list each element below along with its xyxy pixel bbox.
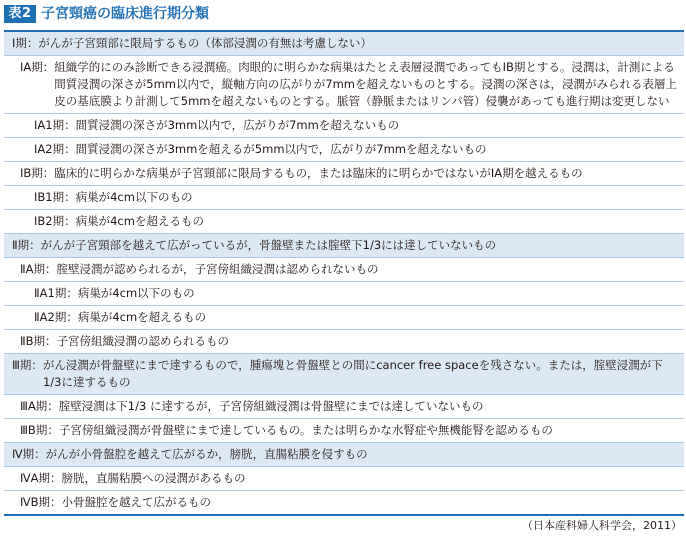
stage-description: 病巣が4cm以下のもの [77, 286, 195, 300]
stage-row-content [20, 165, 680, 182]
stage-row-content [34, 189, 680, 206]
stage-row-content [20, 59, 680, 110]
stage-row-content [34, 285, 680, 302]
stage-description: がんが子宮頸部に限局するもの（体部浸潤の有無は考慮しない） [38, 36, 372, 50]
stage-description: 間質浸潤の深さが3mmを超えるが5mm以内で，広がりが7mmを超えないもの [75, 142, 487, 156]
stage-row-ia [4, 56, 684, 114]
stage-row-content [20, 333, 680, 350]
stage-label: ⅠA2期： [34, 142, 76, 156]
stage-row-content [20, 494, 680, 511]
stage-label: Ⅰ期： [12, 36, 39, 50]
stage-row-ii [4, 234, 684, 258]
stage-description: 間質浸潤の深さが3mm以内で，広がりが7mmを超えないもの [75, 118, 400, 132]
stage-row-iia2 [4, 306, 684, 330]
stage-label: ⅡA2期： [34, 310, 78, 324]
stage-description: 病巣が4cmを超えるもの [77, 310, 207, 324]
stage-label: ⅡA期： [20, 262, 57, 276]
stage-label: ⅣB期： [20, 495, 62, 509]
stage-row-iia1 [4, 282, 684, 306]
stage-label: ⅠB1期： [34, 190, 76, 204]
stage-description: 病巣が4cmを超えるもの [75, 214, 204, 228]
stage-description: 膀胱，直腸粘膜への浸潤があるもの [61, 471, 246, 485]
stage-label: ⅠB期： [20, 166, 55, 180]
stage-row-ia1 [4, 114, 684, 138]
stage-row-content [34, 141, 680, 158]
stage-row-iii [4, 354, 684, 395]
stage-label: ⅠA1期： [34, 118, 76, 132]
stage-description: 組織学的にのみ診断できる浸潤癌。肉眼的に明らかな病巣はたとえ表層浸潤であってもⅠB期とする。浸潤は，計測による間質浸潤の深さが5mm以内で，縦軸方向の広がりが7mmを超えないものとする。浸潤の深さは，浸潤がみられる表層上皮の基底膜より計測して5mmを超えないものとする。脈管（静脈またはリンパ管）侵襲があっても進行期は変更しない [54, 60, 677, 108]
table-title: 子宮頸癌の臨床進行期分類 [41, 6, 209, 22]
stage-label: Ⅲ期： [12, 358, 43, 372]
stage-row-content [34, 309, 680, 326]
stage-description: がん浸潤が骨盤壁にまで達するもので，腫瘍塊と骨盤壁との間にcancer free spaceを残さない。または，腟壁浸潤が下1/3に達するもの [42, 358, 663, 389]
stage-row-ivb [4, 491, 684, 514]
stage-description: がんが小骨盤腔を越えて広がるか，膀胱，直腸粘膜を侵すもの [45, 447, 368, 461]
stage-label: Ⅳ期： [12, 447, 46, 461]
stage-description: 子宮傍組織浸潤の認められるもの [56, 334, 230, 348]
table-caption [0, 0, 686, 30]
stage-row-ib1 [4, 186, 684, 210]
stage-label: ⅡB期： [20, 334, 57, 348]
stage-description: 病巣が4cm以下のもの [75, 190, 193, 204]
stage-row-content [12, 237, 680, 254]
stage-description: 腟壁浸潤は下1/3 に達するが，子宮傍組織浸潤は骨盤壁にまでは達していないもの [58, 399, 484, 413]
stage-row-ia2 [4, 138, 684, 162]
stage-label: Ⅱ期： [12, 238, 41, 252]
stage-row-content [20, 398, 680, 415]
stage-label: ⅡA1期： [34, 286, 78, 300]
stage-row-content [20, 422, 680, 439]
stage-row-content [12, 357, 680, 391]
stage-row-iv [4, 443, 684, 467]
stage-row-iia [4, 258, 684, 282]
stage-row-content [20, 261, 680, 278]
stage-row-i [4, 32, 684, 56]
stage-label: ⅢA期： [20, 399, 59, 413]
stage-row-content [20, 470, 680, 487]
stage-row-ib [4, 162, 684, 186]
stage-row-iiia [4, 395, 684, 419]
stage-row-content [34, 117, 680, 134]
table-number-badge: 表2 [4, 5, 36, 23]
stage-row-content [12, 35, 680, 52]
staging-table [4, 30, 684, 516]
stage-description: 子宮傍組織浸潤が骨盤壁にまで達しているもの。または明らかな水腎症や無機能腎を認めるもの [58, 423, 553, 437]
stage-label: ⅠA期： [20, 60, 55, 74]
stage-row-content [12, 446, 680, 463]
stage-label: ⅠB2期： [34, 214, 76, 228]
stage-row-iiib [4, 419, 684, 443]
stage-row-iva [4, 467, 684, 491]
stage-description: 臨床的に明らかな病巣が子宮頸部に限局するもの，または臨床的に明らかではないがⅠA期を越えるもの [54, 166, 583, 180]
stage-row-content [34, 213, 680, 230]
stage-description: がんが子宮頸部を越えて広がっているが，骨盤壁または腟壁下1/3には達していないもの [40, 238, 497, 252]
source-citation: （日本産科婦人科学会，2011） [522, 519, 682, 532]
stage-row-iib [4, 330, 684, 354]
stage-label: ⅣA期： [20, 471, 62, 485]
stage-description: 小骨盤腔を越えて広がるもの [61, 495, 212, 509]
stage-label: ⅢB期： [20, 423, 59, 437]
stage-description: 腟壁浸潤が認められるが，子宮傍組織浸潤は認められないもの [56, 262, 379, 276]
stage-row-ib2 [4, 210, 684, 234]
